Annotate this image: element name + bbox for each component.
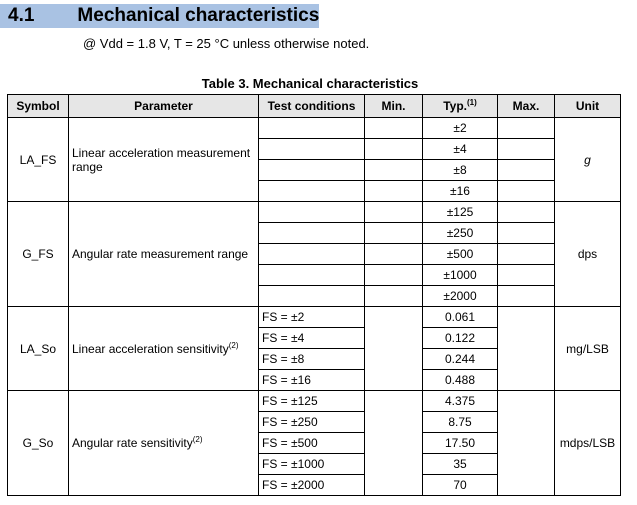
parameter-cell (69, 202, 259, 307)
parameter-footnote: (2) (192, 435, 203, 444)
typ-cell: ±125 (423, 202, 498, 223)
max-cell (498, 139, 555, 160)
min-cell (365, 181, 423, 202)
typ-cell: ±8 (423, 160, 498, 181)
min-cell (365, 202, 423, 223)
test-condition-cell (259, 202, 365, 223)
test-condition-cell (259, 265, 365, 286)
min-cell (365, 160, 423, 181)
test-condition-cell: FS = ±16 (259, 370, 365, 391)
max-cell (498, 181, 555, 202)
mechanical-characteristics-table (7, 94, 621, 496)
header-symbol: Symbol (8, 95, 69, 118)
table-row (8, 118, 621, 139)
min-cell (365, 118, 423, 139)
test-condition-cell: FS = ±4 (259, 328, 365, 349)
symbol-cell: G_FS (8, 202, 69, 307)
typ-cell: 4.375 (423, 391, 498, 412)
parameter-cell (69, 307, 259, 391)
test-condition-cell (259, 118, 365, 139)
header-typ-label: Typ. (443, 99, 467, 113)
unit-cell: mg/LSB (555, 307, 621, 391)
unit-cell: dps (555, 202, 621, 307)
section-title: Mechanical characteristics (77, 5, 320, 26)
header-typ-footnote: (1) (467, 98, 477, 107)
min-cell (365, 265, 423, 286)
unit-cell: g (555, 118, 621, 202)
min-cell (365, 286, 423, 307)
test-condition-cell (259, 181, 365, 202)
table-header-row (8, 95, 621, 118)
parameter-text: Linear acceleration sensitivity (72, 341, 229, 356)
test-condition-cell (259, 139, 365, 160)
section-heading (0, 4, 319, 28)
test-condition-cell (259, 223, 365, 244)
symbol-cell: G_So (8, 391, 69, 496)
min-cell (365, 244, 423, 265)
max-cell (498, 286, 555, 307)
header-min: Min. (365, 95, 423, 118)
min-cell (365, 139, 423, 160)
typ-cell: 0.244 (423, 349, 498, 370)
typ-cell: 0.122 (423, 328, 498, 349)
typ-cell: ±2000 (423, 286, 498, 307)
section-number: 4.1 (8, 5, 35, 26)
typ-cell: ±2 (423, 118, 498, 139)
parameter-text: Linear acceleration measurement range (72, 145, 251, 174)
max-cell (498, 244, 555, 265)
table-row (8, 391, 621, 412)
parameter-text: Angular rate measurement range (72, 247, 249, 261)
parameter-text: Angular rate sensitivity (72, 436, 193, 450)
test-condition-cell: FS = ±125 (259, 391, 365, 412)
max-cell (498, 391, 555, 496)
header-typ (423, 95, 498, 118)
test-condition-cell: FS = ±8 (259, 349, 365, 370)
test-condition-cell (259, 286, 365, 307)
max-cell (498, 202, 555, 223)
typ-cell: 35 (423, 454, 498, 475)
typ-cell: 8.75 (423, 412, 498, 433)
typ-cell: 70 (423, 475, 498, 496)
max-cell (498, 307, 555, 391)
min-cell (365, 391, 423, 496)
max-cell (498, 223, 555, 244)
typ-cell: ±250 (423, 223, 498, 244)
parameter-cell (69, 118, 259, 202)
min-cell (365, 223, 423, 244)
unit-cell: mdps/LSB (555, 391, 621, 496)
test-condition-cell (259, 244, 365, 265)
typ-cell: ±500 (423, 244, 498, 265)
symbol-cell: LA_FS (8, 118, 69, 202)
typ-cell: ±1000 (423, 265, 498, 286)
symbol-cell: LA_So (8, 307, 69, 391)
header-unit: Unit (555, 95, 621, 118)
typ-cell: 0.061 (423, 307, 498, 328)
max-cell (498, 118, 555, 139)
table-title: Table 3. Mechanical characteristics (201, 76, 419, 91)
typ-cell: ±16 (423, 181, 498, 202)
header-test-conditions: Test conditions (259, 95, 365, 118)
max-cell (498, 160, 555, 181)
header-max: Max. (498, 95, 555, 118)
test-condition-cell (259, 160, 365, 181)
test-condition-cell: FS = ±2000 (259, 475, 365, 496)
typ-cell: ±4 (423, 139, 498, 160)
test-condition-cell: FS = ±500 (259, 433, 365, 454)
table-row (8, 202, 621, 223)
max-cell (498, 265, 555, 286)
test-condition-cell: FS = ±250 (259, 412, 365, 433)
test-condition-cell: FS = ±1000 (259, 454, 365, 475)
table-row (8, 307, 621, 328)
test-condition-cell: FS = ±2 (259, 307, 365, 328)
typ-cell: 0.488 (423, 370, 498, 391)
test-conditions-note: @ Vdd = 1.8 V, T = 25 °C unless otherwise noted. (83, 36, 370, 51)
header-parameter: Parameter (69, 95, 259, 118)
parameter-footnote: (2) (228, 340, 239, 350)
parameter-cell (69, 391, 259, 496)
typ-cell: 17.50 (423, 433, 498, 454)
min-cell (365, 307, 423, 391)
